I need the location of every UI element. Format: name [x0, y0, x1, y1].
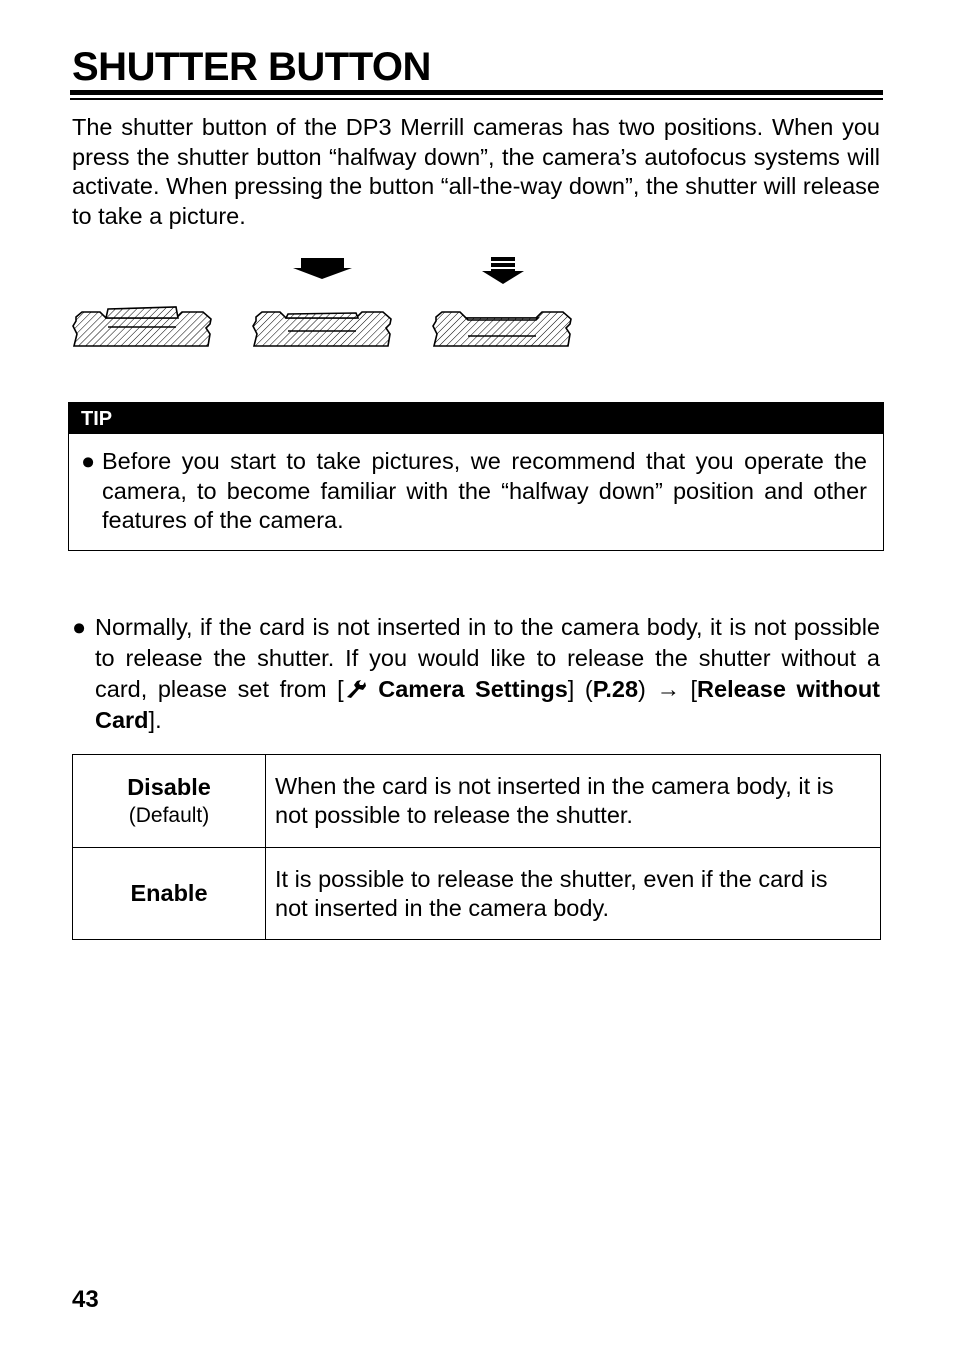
- note-text-part: ].: [148, 707, 162, 733]
- tip-text: Before you start to take pictures, we recommend that you operate the camera, to become familiar with the “halfway down” position and other features of the camera.: [102, 448, 867, 533]
- note-text-part: ] (: [567, 676, 593, 702]
- option-name-cell: [73, 755, 266, 848]
- arrow-right-icon: →: [656, 676, 680, 702]
- option-description: It is possible to release the shutter, even if the card is not inserted in the camera body.: [266, 848, 881, 940]
- page-title: SHUTTER BUTTON: [72, 45, 431, 89]
- options-table: [72, 754, 881, 940]
- option-label: Enable: [130, 880, 208, 906]
- option-name-cell: [73, 848, 266, 940]
- tip-box: [68, 402, 884, 551]
- title-rule-thin: [70, 98, 883, 100]
- setting-release-without-card: Release without Card: [95, 676, 880, 733]
- tip-header: TIP: [69, 403, 883, 434]
- shutter-fullway-icon: [433, 257, 571, 346]
- shutter-halfway-icon: [253, 258, 391, 346]
- menu-camera-settings: Camera Settings: [378, 676, 568, 702]
- page-reference: P.28: [592, 676, 639, 702]
- option-default-label: (Default): [128, 804, 210, 827]
- bullet-icon: ●: [81, 448, 96, 474]
- shutter-rest-icon: [73, 307, 211, 346]
- page-number: 43: [72, 1286, 99, 1313]
- card-note: [72, 612, 880, 736]
- wrench-icon: [344, 679, 368, 699]
- option-description: When the card is not inserted in the camera body, it is not possible to release the shutter.: [266, 755, 881, 848]
- note-text-part: ): [638, 676, 657, 702]
- bullet-icon: ●: [72, 614, 87, 640]
- note-text-part: [: [679, 676, 698, 702]
- note-text-part: Normally, if the card is not inserted in to the camera body, it is not possible to release the shutter. If you would like to release the shutter without a card, please set from [: [95, 614, 880, 702]
- card-note-text: [95, 612, 880, 736]
- table-row: [73, 848, 881, 940]
- tip-list-item: [81, 447, 867, 536]
- table-row: [73, 755, 881, 848]
- title-rule-thick: [70, 90, 883, 95]
- option-label: Disable: [127, 774, 211, 800]
- intro-paragraph: The shutter button of the DP3 Merrill cameras has two positions. When you press the shutter button “halfway down”, the camera’s autofocus systems will activate. When pressing the button “all-the-way down”, the shutter will release to take a picture.: [72, 114, 880, 229]
- shutter-positions-diagram: [66, 252, 586, 352]
